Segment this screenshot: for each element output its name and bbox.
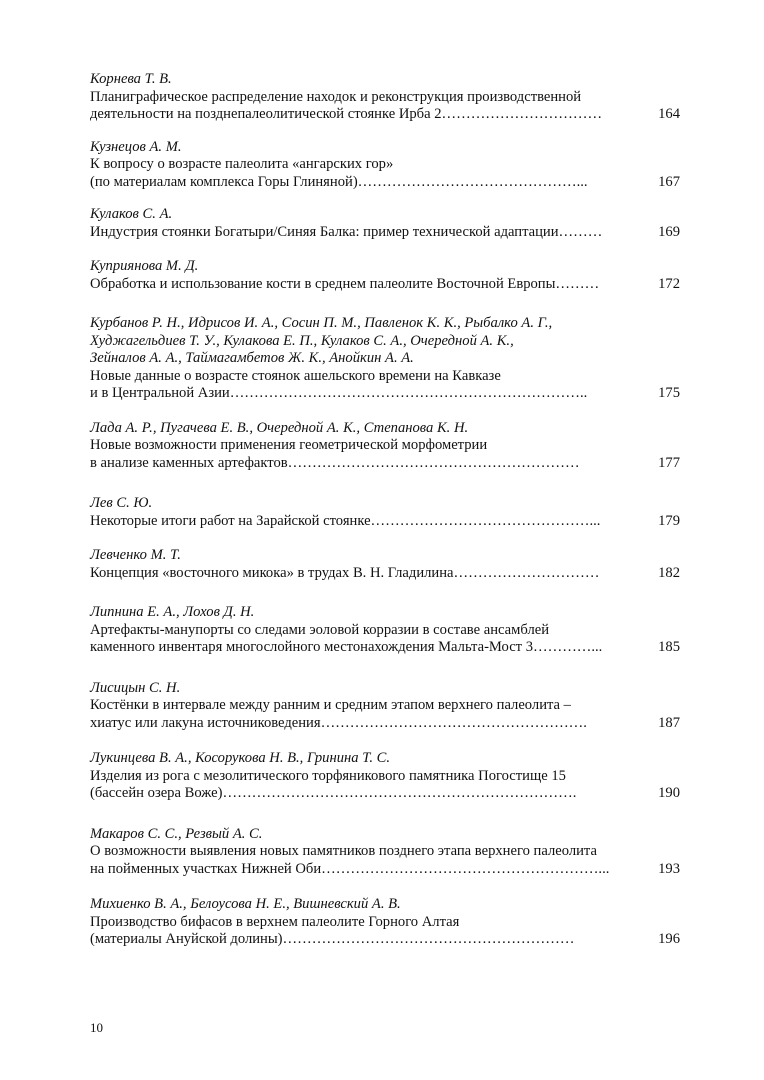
entry-last-line [90, 276, 680, 294]
table-of-contents [90, 71, 680, 949]
entry-last-line [90, 455, 680, 473]
entry-title-line: каменного инвентаря многослойного местонахождения Мальта-Мост 3…………... [90, 639, 603, 655]
entry-authors: Липнина Е. А., Лохов Д. Н. [90, 604, 255, 620]
entry-last-line [90, 785, 680, 803]
entry-title-line: Обработка и использование кости в среднем палеолите Восточной Европы……… [90, 275, 600, 292]
entry-page-number: 182 [658, 564, 680, 581]
toc-entry [90, 604, 680, 657]
entry-authors: Кузнецов А. М. [90, 138, 182, 155]
entry-page-number: 190 [658, 785, 680, 801]
entry-last-line [90, 861, 680, 879]
entry-page-number: 175 [658, 385, 680, 401]
entry-title-line: Производство бифасов в верхнем палеолите Горного Алтая [90, 913, 460, 930]
toc-entry [90, 420, 680, 473]
entry-page-number: 179 [658, 512, 680, 529]
entry-title-line: Артефакты-манупорты со следами эоловой корразии в составе ансамблей [90, 621, 550, 638]
toc-entry [90, 495, 680, 530]
entry-title-line: Индустрия стоянки Богатыри/Синяя Балка: пример технической адаптации……… [90, 223, 603, 240]
entry-title-line: и в Центральной Азии……………………………………………………………….. [90, 385, 588, 401]
entry-title-line: Концепция «восточного микока» в трудах В. Н. Гладилина………………………… [90, 564, 600, 581]
entry-page-number: 177 [658, 454, 680, 471]
entry-last-line [90, 565, 680, 583]
toc-entry [90, 750, 680, 803]
entry-last-line [90, 174, 680, 192]
entry-authors: Курбанов Р. Н., Идрисов И. А., Сосин П. М., Павленок К. К., Рыбалко А. Г., [90, 315, 553, 331]
entry-title-line: Изделия из рога с мезолитического торфяникового памятника Погостище 15 [90, 767, 566, 784]
entry-authors: Лукинцева В. А., Косорукова Н. В., Гринина Т. С. [90, 750, 391, 766]
entry-authors: Левченко М. Т. [90, 547, 181, 563]
entry-authors: Лисицын С. Н. [90, 679, 181, 696]
toc-entry [90, 896, 680, 949]
entry-last-line [90, 931, 680, 949]
entry-last-line [90, 715, 680, 733]
toc-entry [90, 206, 680, 241]
entry-authors: Лев С. Ю. [90, 495, 153, 511]
entry-page-number: 185 [658, 639, 680, 655]
entry-title-line: на пойменных участках Нижней Оби…………………………………………………... [90, 860, 610, 877]
toc-entry [90, 139, 680, 192]
entry-title-line: Новые возможности применения геометрической морфометрии [90, 437, 488, 453]
entry-authors: Михиенко В. А., Белоусова Н. Е., Вишневский А. В. [90, 896, 401, 912]
page-number: 10 [90, 1020, 103, 1035]
entry-authors: Лада А. Р., Пугачева Е. В., Очередной А. К., Степанова К. Н. [90, 419, 469, 436]
entry-page-number: 193 [658, 860, 680, 877]
entry-page-number: 164 [658, 106, 680, 122]
entry-title-line: (материалы Ануйской долины)…………………………………………………… [90, 931, 575, 947]
entry-title-line: хиатус или лакуна источниковедения………………………………………………. [90, 714, 587, 731]
toc-entry [90, 547, 680, 582]
toc-entry [90, 71, 680, 124]
entry-title-line: Костёнки в интервале между ранним и средним этапом верхнего палеолита – [90, 697, 571, 713]
toc-entry [90, 680, 680, 733]
entry-page-number: 187 [658, 714, 680, 731]
entry-page-number: 196 [658, 931, 680, 947]
entry-last-line [90, 513, 680, 531]
toc-entry [90, 826, 680, 879]
entry-title-line: в анализе каменных артефактов…………………………………………………… [90, 454, 580, 471]
entry-title-line: (по материалам комплекса Горы Глиняной)………………………………………... [90, 173, 588, 190]
entry-title-line: К вопросу о возрасте палеолита «ангарских гор» [90, 156, 394, 172]
entry-authors: Кулаков С. А. [90, 206, 173, 222]
entry-authors: Корнева Т. В. [90, 71, 172, 87]
toc-entry [90, 315, 680, 403]
entry-last-line [90, 385, 680, 403]
entry-title-line: (бассейн озера Воже)………………………………………………………………. [90, 785, 577, 801]
entry-page-number: 172 [658, 275, 680, 292]
entry-last-line [90, 639, 680, 657]
entry-authors: Куприянова М. Д. [90, 258, 199, 274]
entry-title-line: Некоторые итоги работ на Зарайской стоянке………………………………………... [90, 512, 601, 529]
toc-entry [90, 258, 680, 293]
entry-authors: Зейналов А. А., Таймагамбетов Ж. К., Анойкин А. А. [90, 350, 414, 366]
entry-page-number: 169 [658, 223, 680, 240]
entry-authors: Худжагельдиев Т. У., Кулакова Е. П., Кулаков С. А., Очередной А. К., [90, 332, 514, 349]
entry-last-line [90, 224, 680, 242]
entry-title-line: Новые данные о возрасте стоянок ашельского времени на Кавказе [90, 367, 501, 384]
entry-authors: Макаров С. С., Резвый А. С. [90, 825, 263, 842]
entry-page-number: 167 [658, 173, 680, 190]
entry-title-line: Планиграфическое распределение находок и реконструкция производственной [90, 88, 582, 105]
entry-title-line: О возможности выявления новых памятников позднего этапа верхнего палеолита [90, 843, 597, 859]
entry-last-line [90, 106, 680, 124]
entry-title-line: деятельности на позднепалеолитической стоянке Ирба 2…………………………… [90, 106, 603, 122]
